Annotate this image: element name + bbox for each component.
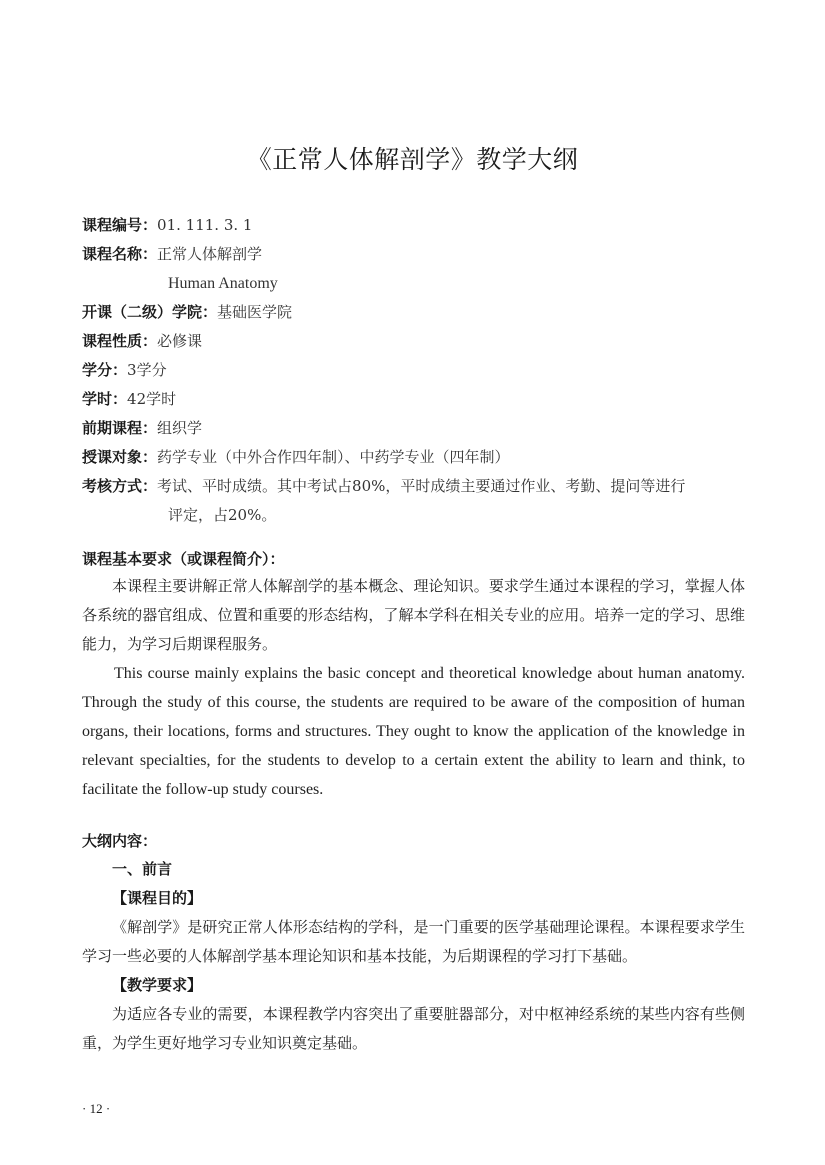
meta-value: 3学分 bbox=[127, 361, 167, 379]
section-heading: 大纲内容： bbox=[82, 832, 158, 850]
purpose-heading: 【课程目的】 bbox=[112, 889, 203, 907]
page-number: · 12 · bbox=[82, 1101, 111, 1116]
meta-credit: 学分：3学分 bbox=[82, 361, 167, 379]
meta-hours: 学时：42学时 bbox=[82, 390, 177, 408]
meta-college: 开课（二级）学院：基础医学院 bbox=[82, 303, 293, 321]
meta-value: 正常人体解剖学 bbox=[157, 245, 263, 263]
requirements-cn: 本课程主要讲解正常人体解剖学的基本概念、理论知识。要求学生通过本课程的学习，掌握人体各系统的器官组成、位置和重要的形态结构，了解本学科在相关专业的应用。培养一定的学习、思维能力，为学习后期课程服务。 bbox=[82, 577, 745, 653]
teaching-heading: 【教学要求】 bbox=[112, 976, 203, 994]
meta-value: 考试、平时成绩。其中考试占80%，平时成绩主要通过作业、考勤、提问等进行 bbox=[157, 477, 686, 495]
meta-nature: 课程性质：必修课 bbox=[82, 332, 203, 350]
meta-label: 前期课程 bbox=[82, 419, 143, 437]
meta-label: 学时 bbox=[82, 390, 113, 408]
course-meta bbox=[82, 213, 747, 532]
meta-label: 课程性质 bbox=[82, 332, 143, 350]
page-title: 《正常人体解剖学》教学大纲 bbox=[246, 145, 579, 174]
meta-name: 课程名称：正常人体解剖学 bbox=[82, 245, 263, 263]
outline-section bbox=[82, 827, 745, 1058]
meta-value: 基础医学院 bbox=[217, 303, 293, 321]
purpose-text: 《解剖学》是研究正常人体形态结构的学科，是一门重要的医学基础理论课程。本课程要求学生学习一些必要的人体解剖学基本理论知识和基本技能，为后期课程的学习打下基础。 bbox=[82, 918, 745, 965]
meta-value: Human Anatomy bbox=[168, 275, 278, 292]
meta-prereq: 前期课程：组织学 bbox=[82, 419, 203, 437]
meta-assess-cont bbox=[82, 503, 747, 532]
meta-value: 01. 111. 3. 1 bbox=[157, 216, 253, 234]
meta-assess: 考核方式：考试、平时成绩。其中考试占80%，平时成绩主要通过作业、考勤、提问等进行 bbox=[82, 477, 686, 495]
section-heading: 课程基本要求（或课程简介）： bbox=[82, 550, 285, 568]
requirements-en: This course mainly explains the basic concept and theoretical knowledge about human anatomy. Through the study of this course, the students are required to be aware of the composition of human organs, their locations, forms and structures. They ought to know the application of the knowledge in relevant specialties, for the students to develop to a certain extent the ability to learn and think, to facilitate the follow-up study courses. bbox=[82, 665, 745, 798]
meta-label: 开课（二级）学院 bbox=[82, 303, 203, 321]
meta-value: 药学专业（中外合作四年制）、中药学专业（四年制） bbox=[157, 448, 510, 466]
meta-label: 考核方式 bbox=[82, 477, 143, 495]
meta-value: 必修课 bbox=[157, 332, 203, 350]
meta-name-en bbox=[82, 271, 747, 300]
meta-code: 课程编号：01. 111. 3. 1 bbox=[82, 216, 253, 234]
meta-label: 授课对象 bbox=[82, 448, 143, 466]
meta-value: 组织学 bbox=[157, 419, 203, 437]
chapter-heading: 一、前言 bbox=[112, 860, 173, 878]
meta-value: 42学时 bbox=[127, 390, 177, 408]
requirements-section bbox=[82, 546, 745, 804]
meta-label: 课程名称 bbox=[82, 245, 143, 263]
meta-value: 评定，占20%。 bbox=[168, 506, 277, 524]
teaching-text: 为适应各专业的需要，本课程教学内容突出了重要脏器部分，对中枢神经系统的某些内容有些侧重，为学生更好地学习专业知识奠定基础。 bbox=[82, 1005, 745, 1052]
meta-label: 学分 bbox=[82, 361, 113, 379]
meta-label: 课程编号 bbox=[82, 216, 143, 234]
meta-audience: 授课对象：药学专业（中外合作四年制）、中药学专业（四年制） bbox=[82, 448, 510, 466]
